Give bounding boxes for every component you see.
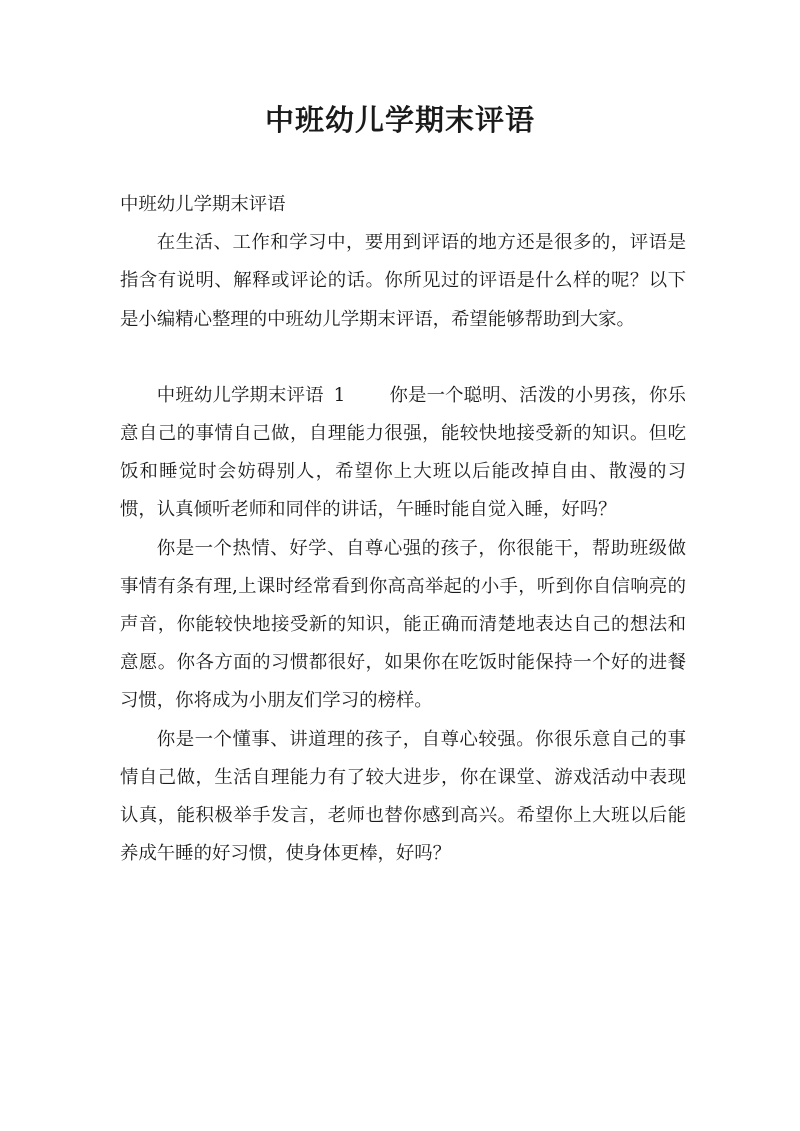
comment-paragraph-1 bbox=[120, 377, 686, 530]
comment-paragraph-3: 你是一个懂事、讲道理的孩子，自尊心较强。你很乐意自己的事情自己做，生活自理能力有了较大进步，你在课堂、游戏活动中表现认真，能积极举手发言，老师也替你感到高兴。希望你上大班以后能养成午睡的好习惯，使身体更棒，好吗？ bbox=[120, 728, 686, 865]
intro-paragraph: 在生活、工作和学习中，要用到评语的地方还是很多的，评语是指含有说明、解释或评论的话。你所见过的评语是什么样的呢？以下是小编精心整理的中班幼儿学期末评语，希望能够帮助到大家。 bbox=[120, 232, 686, 330]
section-number: 1 bbox=[333, 384, 346, 406]
comment-paragraph-2: 你是一个热情、好学、自尊心强的孩子，你很能干，帮助班级做事情有条有理,上课时经常看到你高高举起的小手，听到你自信响亮的声音，你能较快地接受新的知识，能正确而清楚地表达自己的想法和意愿。你各方面的习惯都很好，如果你在吃饭时能保持一个好的进餐习惯，你将成为小朋友们学习的榜样。 bbox=[120, 537, 686, 712]
document-subtitle: 中班幼儿学期末评语 bbox=[120, 194, 286, 215]
section-heading: 中班幼儿学期末评语 bbox=[156, 384, 324, 406]
document-title: 中班幼儿学期末评语 bbox=[264, 103, 535, 137]
paragraph-gap bbox=[120, 339, 686, 377]
comment-text-1: 你是一个聪明、活泼的小男孩，你乐意自己的事情自己做，自理能力很强，能较快地接受新的知识。但吃饭和睡觉时会妨碍别人，希望你上大班以后能改掉自由、散漫的习惯，认真倾听老师和同伴的讲话，午睡时能自觉入睡，好吗？ bbox=[120, 384, 686, 521]
document-body bbox=[120, 186, 686, 873]
